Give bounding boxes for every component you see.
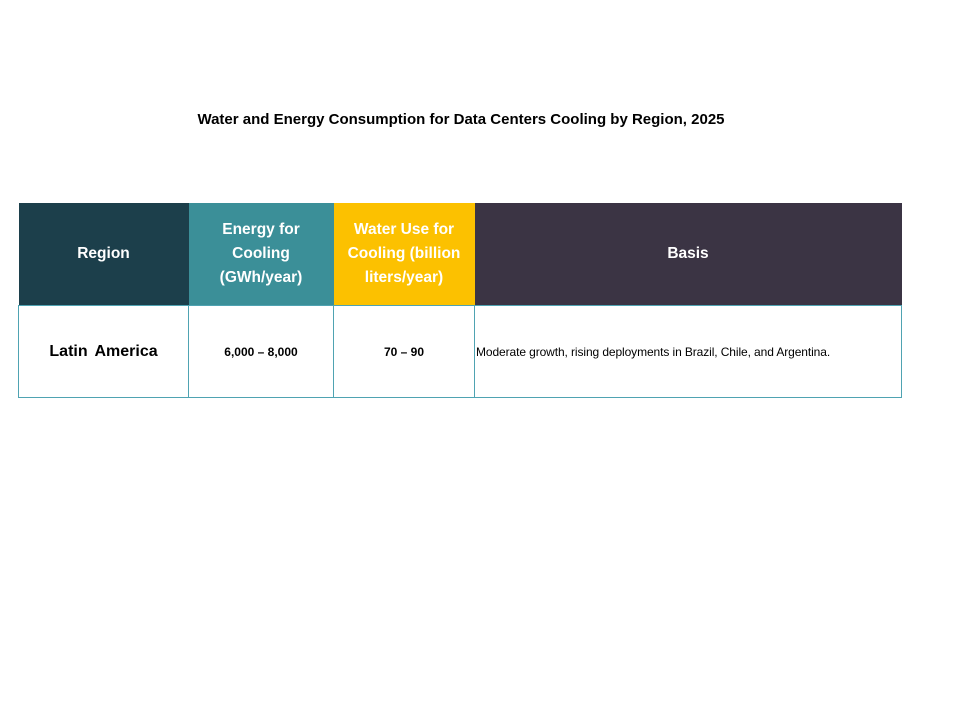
header-basis: Basis [475, 203, 902, 306]
cell-region: Latin America [19, 306, 189, 398]
consumption-table [18, 203, 902, 398]
cell-basis: Moderate growth, rising deployments in Brazil, Chile, and Argentina. [475, 306, 902, 398]
table-header-row [19, 203, 902, 306]
header-water-use-for-cooling: Water Use for Cooling (billion liters/year) [334, 203, 475, 306]
page-title: Water and Energy Consumption for Data Centers Cooling by Region, 2025 [197, 111, 725, 128]
cell-energy: 6,000 – 8,000 [189, 306, 334, 398]
header-energy-for-cooling: Energy for Cooling (GWh/year) [189, 203, 334, 306]
header-region: Region [19, 203, 189, 306]
table-row [19, 306, 902, 398]
cell-water: 70 – 90 [334, 306, 475, 398]
